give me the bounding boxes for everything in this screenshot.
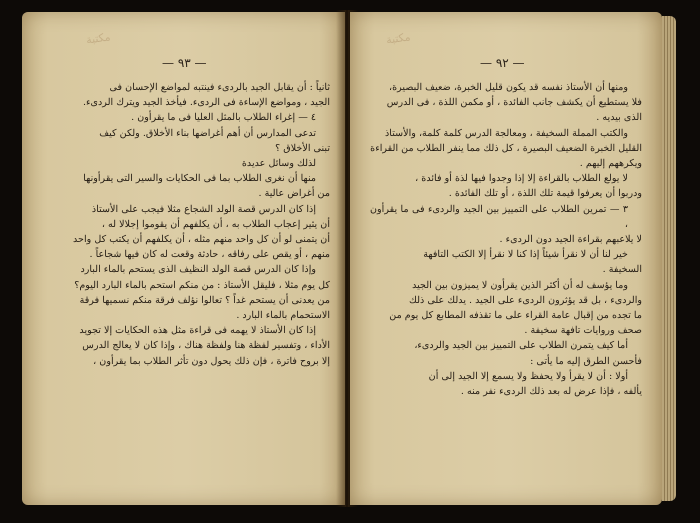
text-line: أن يثير إعجاب الطلاب به ، أن يكلفهم أن يقوموا إجلالا له ،	[101, 218, 330, 230]
section-heading: ٣ — تمرين الطلاب على التمييز بين الجيد والردىء فى ما يقرأون ،	[370, 203, 628, 230]
text-line: تبنى الأخلاق ؟	[275, 142, 330, 154]
text-line: خير لنا أن لا نقرأ شيئاً إذا كنا لا نقرأ إلا الكتب التافهة	[423, 249, 628, 261]
text-line: وما يؤسف له أن أكثر الذين يقرأون لا يميزون بين الجيد	[412, 279, 628, 291]
text-line: وإذا كان الدرس قصة الولد النظيف الذى يستحم بالماء البارد	[80, 264, 316, 276]
text-line: ودربوا أن يعرفوا قيمة تلك اللذة ، أو تلك الفائدة .	[448, 188, 642, 200]
page-number: — ٩٣ —	[162, 56, 207, 70]
right-page	[350, 12, 662, 505]
text-line: ومنها أن الأستاذ نفسه قد يكون قليل الخبرة، ضعيف البصيرة،	[389, 82, 628, 93]
text-line: من أغراض عالية .	[258, 188, 330, 200]
text-line: يألفه ، فإذا عرض له بعد ذلك الردىء نفر منه .	[460, 386, 642, 398]
text-line: إذا كان الدرس قصة الولد الشجاع مثلا فيجب على الأستاذ	[91, 203, 316, 215]
text-line: فأحسن الطرق إليه ما يأتى :	[530, 355, 642, 367]
text-line: ثانياً : أن يقابل الجيد بالردىء فينتبه لمواضع الإحسان فى	[109, 82, 330, 93]
text-line: الذى بيديه .	[596, 112, 642, 124]
text-line: من يعدنى أن يستحم غداً ؟ تعالوا نؤلف فرقة منكم نسميها فرقة	[79, 294, 330, 306]
text-line: ويكرههم إليهم .	[579, 158, 642, 170]
text-line: الأداء ، وتفسير لفظة هنا ولفظة هناك ، وإذا كان لا يعالج الدرس	[82, 340, 330, 352]
text-line: إذا كان الأستاذ لا يهمه فى قراءة مثل هذه الحكايات إلا تجويد	[79, 325, 316, 337]
page-text	[58, 80, 330, 369]
text-line: فلا يستطيع أن يكشف جانب الفائدة ، أو مكمن اللذة ، فى الدرس	[386, 97, 642, 109]
page-number: — ٩٢ —	[480, 56, 525, 70]
text-line: إلا بروح فاترة ، فإن ذلك يحول دون تأثر الطلاب بما يقرأون ،	[93, 355, 330, 367]
text-line: أن يتمنى لو أن كل واحد منهم مثله ، أن يكلفهم أن يكتب كل واحد	[73, 234, 330, 246]
text-line: القليل الخبرة الضعيف البصيرة ، كل ذلك مما ينفر الطلاب من القراءة	[370, 142, 642, 154]
page-edges	[662, 16, 676, 501]
left-page	[22, 12, 345, 505]
text-line: والردىء ، بل قد يؤثرون الردىء على الجيد . يدلك على ذلك	[409, 294, 642, 306]
text-line: تدعى المدارس أن أهم أغراضها بناء الأخلاق. ولكن كيف	[99, 127, 316, 139]
text-line: منهم ، أو يقص على رفاقه ، حادثة وقعت له كان فيها شجاعاً .	[89, 249, 330, 261]
text-line: منها أن نغرى الطلاب بما فى الحكايات والسير التى يقرأونها	[83, 173, 316, 185]
text-line: أما كيف يتمرن الطلاب على التمييز بين الجيد والردىء،	[414, 340, 628, 352]
text-line: لذلك وسائل عديدة	[241, 158, 316, 170]
text-line: السخيفة .	[602, 264, 642, 276]
text-line: والكتب المملة السخيفة ، ومعالجة الدرس كلمة كلمة، والأستاذ	[385, 127, 628, 139]
text-line: صحف وروايات تافهة سخيفة .	[524, 325, 642, 337]
page-text	[370, 80, 642, 399]
text-line: الاستحمام بالماء البارد .	[236, 310, 330, 322]
text-line: أولا : أن لا يقرأ ولا يحفظ ولا يسمع إلا الجيد إلى أن	[428, 370, 628, 382]
text-line: لا يلاعبهم بقراءة الجيد دون الردىء .	[499, 234, 642, 246]
library-stamp: مكتبة	[385, 30, 412, 47]
text-line: الجيد ، ومواضع الإساءة فى الردىء. فيأخذ الجيد ويترك الردىء.	[82, 97, 330, 109]
library-stamp: مكتبة	[85, 30, 112, 47]
section-heading: ٤ — إغراء الطلاب بالمثل العليا فى ما يقرأون .	[131, 112, 316, 124]
text-line: ما تجده من إقبال عامة القراء على ما تقذفه المطابع كل يوم من	[389, 310, 642, 322]
text-line: كل يوم مثلا ، فليقل الأستاذ : من منكم استحم بالماء البارد اليوم؟	[74, 279, 330, 291]
text-line: لا يولع الطلاب بالقراءة إلا إذا وجدوا فيها لذة أو فائدة ،	[415, 173, 628, 185]
